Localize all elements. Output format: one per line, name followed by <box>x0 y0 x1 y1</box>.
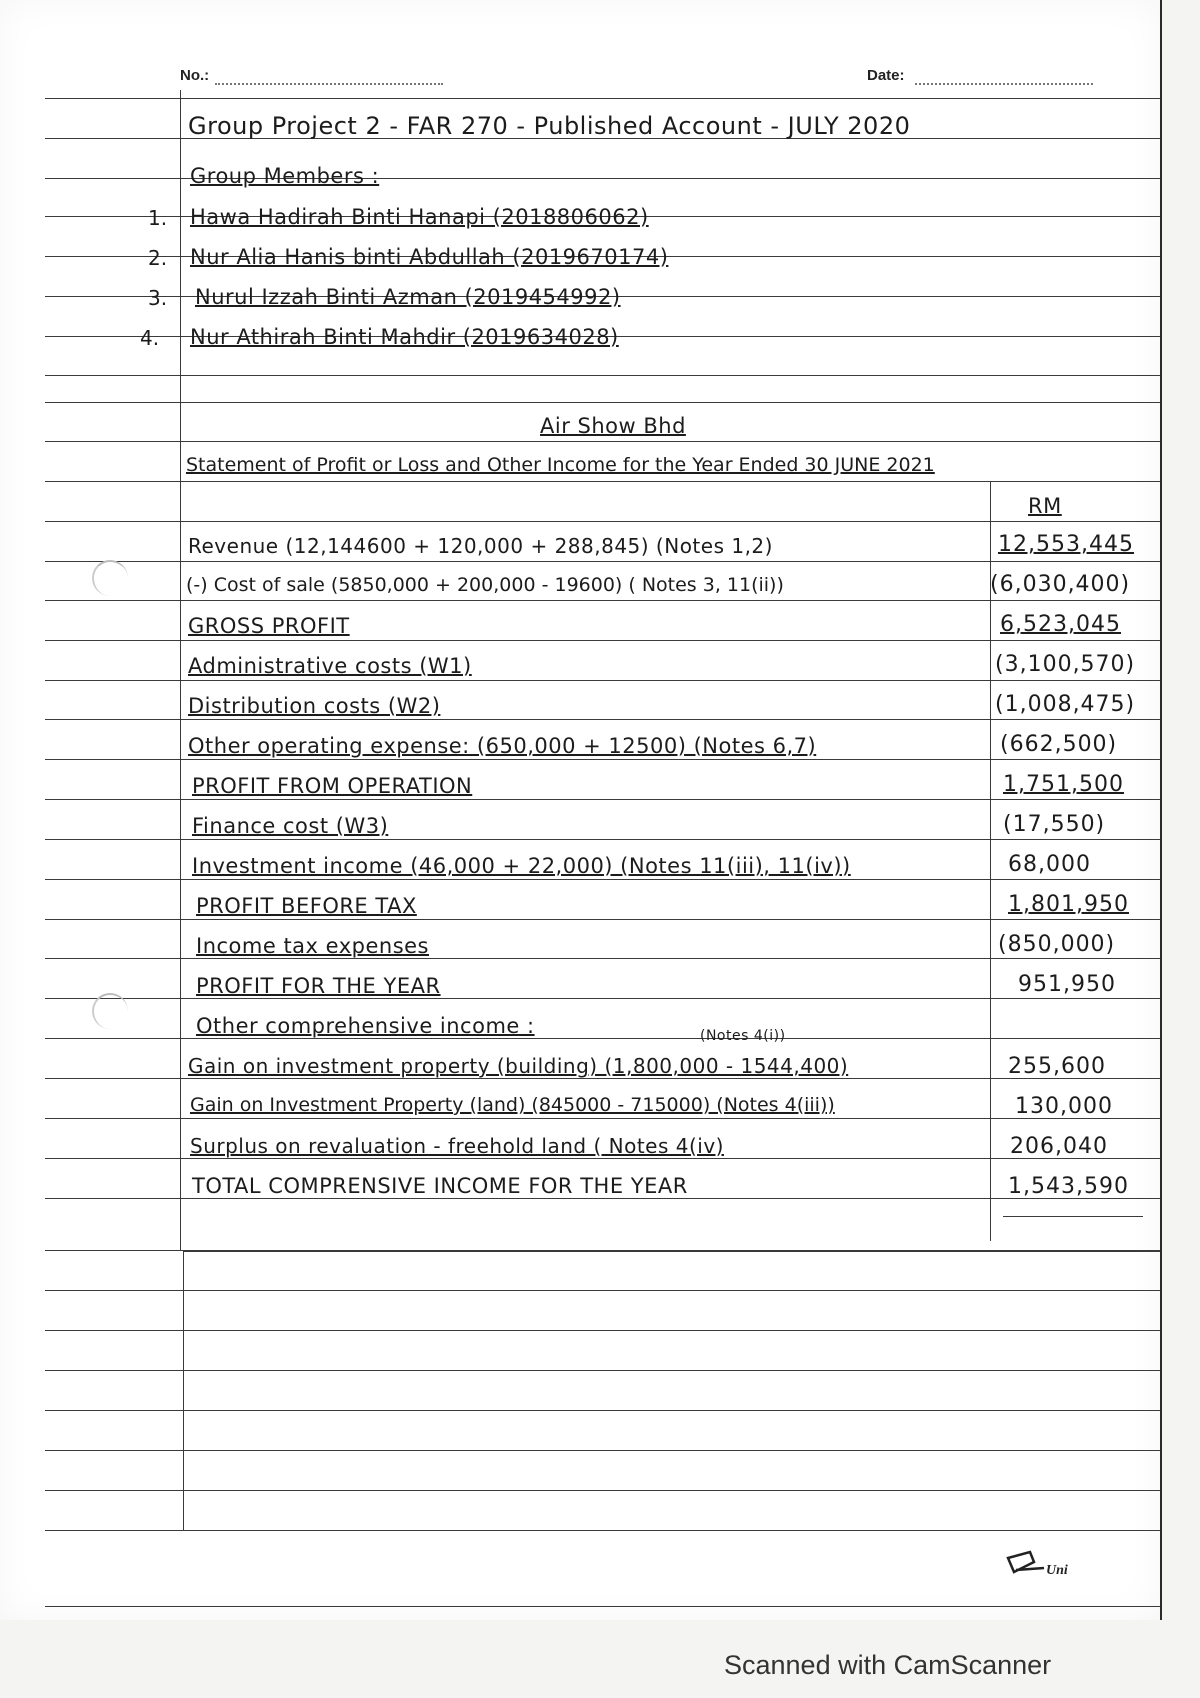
ruled-line <box>45 441 1160 442</box>
line-label-other-operating-expense: Other operating expense: (650,000 + 12500) (Notes 6,7) <box>188 734 817 758</box>
ruled-line <box>45 1330 1160 1331</box>
line-label-income-tax: Income tax expenses <box>196 934 429 958</box>
binder-hole <box>92 993 128 1029</box>
line-label-profit-before-tax: PROFIT BEFORE TAX <box>196 894 417 918</box>
ruled-line <box>45 998 1160 999</box>
date-field-dots <box>915 83 1093 85</box>
member-name: Nur Athirah Binti Mahdir (2019634028) <box>190 325 619 349</box>
line-label-gross-profit: GROSS PROFIT <box>188 614 350 638</box>
member-name: Nurul Izzah Binti Azman (2019454992) <box>195 285 621 309</box>
date-label: Date: <box>867 67 905 84</box>
ruled-line <box>45 719 1160 720</box>
amount-profit-from-operation: 1,751,500 <box>1003 772 1124 797</box>
ruled-line <box>45 1198 1160 1199</box>
amount-gross-profit: 6,523,045 <box>1000 612 1121 637</box>
ruled-line <box>45 1490 1160 1491</box>
line-label-finance-cost: Finance cost (W3) <box>192 814 389 838</box>
total-double-underline <box>1003 1216 1143 1217</box>
amount-admin-costs: (3,100,570) <box>995 652 1136 677</box>
camscanner-watermark: Scanned with CamScanner <box>724 1650 1052 1680</box>
member-name: Nur Alia Hanis binti Abdullah (2019670174) <box>190 245 669 269</box>
amount-revaluation-surplus: 206,040 <box>1010 1134 1108 1159</box>
line-label-profit-from-operation: PROFIT FROM OPERATION <box>192 774 473 798</box>
group-members-label: Group Members : <box>190 164 380 188</box>
line-label-investment-income: Investment income (46,000 + 22,000) (Notes 11(iii), 11(iv)) <box>192 854 851 878</box>
line-label-gain-land: Gain on Investment Property (land) (845000 - 715000) (Notes 4(iii)) <box>190 1094 835 1116</box>
ruled-line <box>45 1078 1160 1079</box>
ruled-line <box>45 1606 1160 1607</box>
amount-distribution-costs: (1,008,475) <box>995 692 1136 717</box>
notes-annotation: (Notes 4(i)) <box>700 1028 786 1044</box>
member-number: 3. <box>148 286 168 310</box>
amount-profit-before-tax: 1,801,950 <box>1008 892 1129 917</box>
ruled-line <box>45 1290 1160 1291</box>
amount-cost-of-sale: (6,030,400) <box>990 572 1131 597</box>
ruled-line <box>45 958 1160 959</box>
line-label-admin-costs: Administrative costs (W1) <box>188 654 472 678</box>
line-label-gain-building: Gain on investment property (building) (1,800,000 - 1544,400) <box>188 1054 849 1078</box>
ruled-line <box>45 799 1160 800</box>
ruled-line <box>45 98 1160 99</box>
amount-gain-building: 255,600 <box>1008 1054 1106 1079</box>
ruled-line <box>45 839 1160 840</box>
amount-finance-cost: (17,550) <box>1003 812 1106 837</box>
amount-profit-for-year: 951,950 <box>1018 972 1116 997</box>
ruled-line <box>45 1118 1160 1119</box>
ruled-line <box>45 919 1160 920</box>
amount-total-comprehensive-income: 1,543,590 <box>1008 1174 1129 1199</box>
statement-heading: Statement of Profit or Loss and Other Income for the Year Ended 30 JUNE 2021 <box>186 454 935 476</box>
line-label-total-comprehensive-income: TOTAL COMPRENSIVE INCOME FOR THE YEAR <box>192 1174 688 1198</box>
line-label-oci-header: Other comprehensive income : <box>196 1014 535 1038</box>
ruled-line <box>45 640 1160 641</box>
ruled-line <box>45 521 1160 522</box>
ruled-line <box>45 1370 1160 1371</box>
notebook-brand-logo <box>1004 1548 1074 1584</box>
line-label-revaluation-surplus: Surplus on revaluation - freehold land ( Notes 4(iv) <box>190 1134 724 1158</box>
amount-revenue: 12,553,445 <box>998 532 1134 557</box>
line-label-cost-of-sale: (-) Cost of sale (5850,000 + 200,000 - 19600) ( Notes 3, 11(ii)) <box>186 574 784 596</box>
ruled-line <box>45 1158 1160 1159</box>
currency-label: RM <box>1028 494 1062 518</box>
ruled-line <box>45 1038 1160 1039</box>
logo-text: Uni <box>1046 1563 1068 1578</box>
ruled-line <box>45 561 1160 562</box>
amount-other-operating-expense: (662,500) <box>1000 732 1118 757</box>
ruled-line <box>45 481 1160 482</box>
ruled-line <box>45 1450 1160 1451</box>
member-number: 1. <box>148 206 168 230</box>
no-field-dots <box>215 83 443 85</box>
member-name: Hawa Hadirah Binti Hanapi (2018806062) <box>190 205 649 229</box>
member-number: 2. <box>148 246 168 270</box>
amount-gain-land: 130,000 <box>1015 1094 1113 1119</box>
ruled-line <box>45 375 1160 376</box>
ruled-line <box>45 1530 1160 1531</box>
ruled-line <box>45 680 1160 681</box>
ruled-line <box>45 600 1160 601</box>
project-title: Group Project 2 - FAR 270 - Published Account - JULY 2020 <box>188 112 911 140</box>
member-number: 4. <box>140 326 160 350</box>
statement-bottom-rule <box>183 1250 1160 1252</box>
line-label-revenue: Revenue (12,144600 + 120,000 + 288,845) (Notes 1,2) <box>188 534 773 558</box>
no-label: No.: <box>180 67 210 84</box>
ruled-line <box>45 759 1160 760</box>
amount-income-tax: (850,000) <box>998 932 1116 957</box>
margin-line <box>180 90 181 1250</box>
ruled-line <box>45 879 1160 880</box>
binder-hole <box>92 560 128 596</box>
line-label-profit-for-year: PROFIT FOR THE YEAR <box>196 974 441 998</box>
amount-investment-income: 68,000 <box>1008 852 1091 877</box>
ruled-line <box>45 402 1160 403</box>
margin-line-lower <box>183 1250 184 1530</box>
company-name: Air Show Bhd <box>540 414 686 438</box>
line-label-distribution-costs: Distribution costs (W2) <box>188 694 441 718</box>
ruled-line <box>45 1410 1160 1411</box>
